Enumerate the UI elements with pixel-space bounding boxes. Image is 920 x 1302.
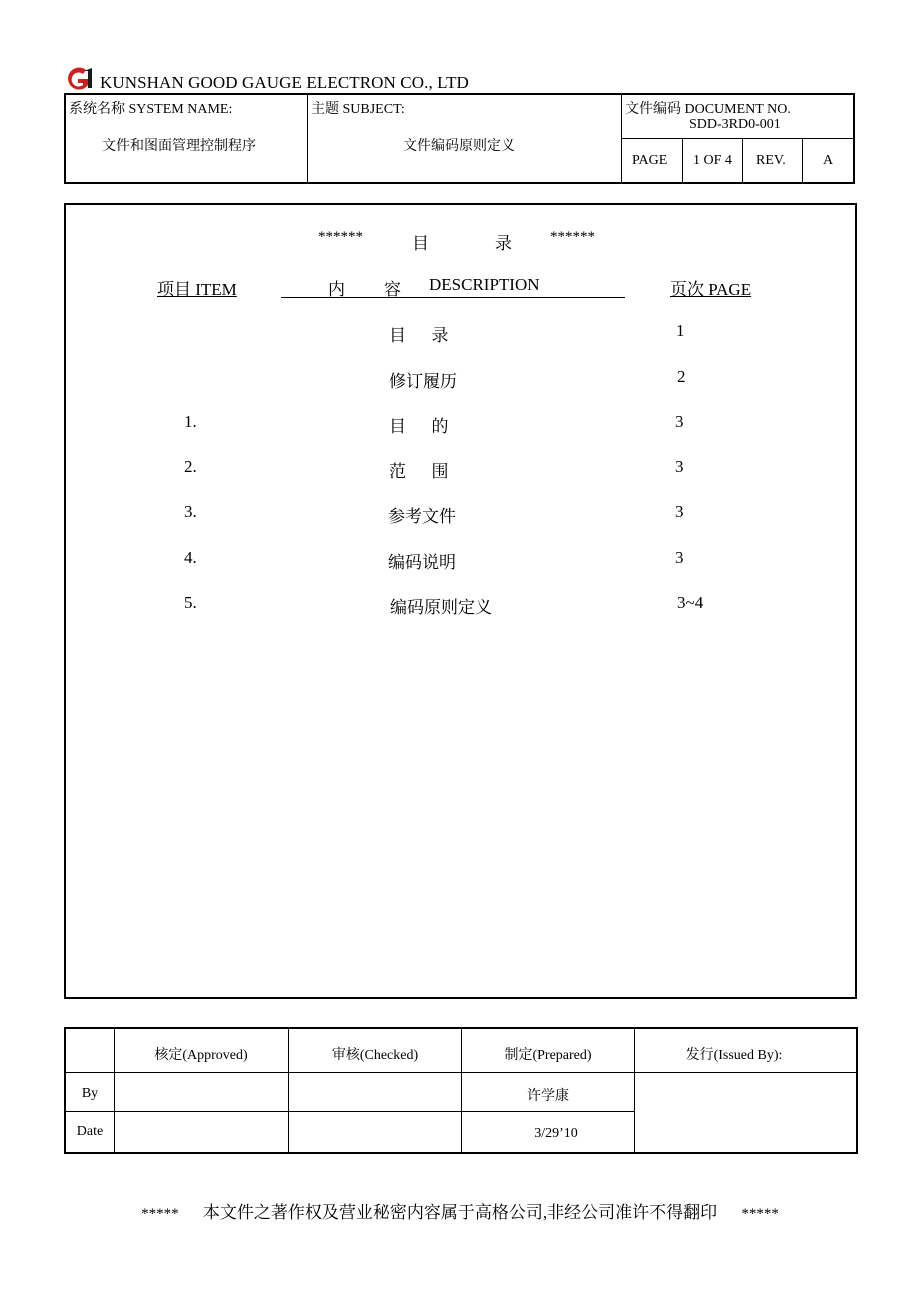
toc-row-page: 3~4 [677, 593, 704, 612]
toc-title-char-2: 录 [495, 234, 512, 253]
company-name: KUNSHAN GOOD GAUGE ELECTRON CO., LTD [100, 73, 469, 92]
by-label: By [81, 1086, 99, 1101]
toc-column-desc-char-2: 容 [384, 280, 401, 299]
document-header-table [64, 93, 855, 184]
toc-row-description: 目 的 [389, 417, 449, 436]
system-name-value: 文件和图面管理控制程序 [102, 139, 256, 154]
rev-value: A [823, 153, 834, 168]
toc-row-page: 2 [677, 367, 686, 386]
toc-row-description: 范 围 [389, 462, 449, 481]
table-of-contents [64, 203, 857, 999]
company-logo-icon [64, 66, 94, 92]
system-name-label: 系统名称 SYSTEM NAME: [69, 102, 233, 117]
toc-row-page: 3 [675, 457, 684, 476]
prepared-date: 3/29’10 [534, 1126, 578, 1141]
toc-row-item: 1. [184, 412, 197, 431]
page-value: 1 OF 4 [693, 153, 732, 168]
notice-text: 本文件之著作权及营业秘密内容属于高格公司,非经公司准许不得翻印 [202, 1203, 718, 1222]
subject-label: 主题 SUBJECT: [311, 102, 405, 117]
notice-stars-left: ***** [141, 1206, 179, 1222]
toc-title-char-1: 目 [412, 234, 429, 253]
toc-row-page: 3 [675, 548, 684, 567]
toc-column-page: 页次 PAGE [670, 280, 752, 299]
document-no-value: SDD-3RD0-001 [689, 117, 781, 132]
toc-title-stars-right: ****** [550, 229, 595, 245]
company-header [64, 66, 469, 92]
toc-row-item: 4. [184, 548, 197, 567]
copyright-notice [0, 1198, 920, 1223]
toc-row-description: 目 录 [389, 326, 449, 345]
approval-table [64, 1027, 858, 1154]
document-no-label: 文件编码 DOCUMENT NO. [625, 102, 791, 117]
toc-column-desc-char-1: 内 [328, 280, 345, 299]
toc-row-page: 3 [675, 502, 684, 521]
toc-row-description: 修订履历 [389, 372, 457, 391]
toc-row-description: 编码原则定义 [390, 598, 492, 617]
toc-row-item: 5. [184, 593, 197, 612]
toc-column-desc-text: DESCRIPTION [429, 275, 540, 294]
toc-row-description: 编码说明 [388, 553, 456, 572]
date-label: Date [76, 1124, 104, 1139]
checked-header: 审核(Checked) [331, 1048, 419, 1063]
subject-value: 文件编码原则定义 [403, 139, 515, 154]
rev-label: REV. [756, 153, 786, 168]
toc-row-page: 3 [675, 412, 684, 431]
prepared-header: 制定(Prepared) [504, 1048, 592, 1063]
toc-column-description [281, 275, 625, 298]
toc-row-page: 1 [676, 321, 685, 340]
page-label: PAGE [632, 153, 668, 168]
toc-column-item: 项目 ITEM [157, 280, 237, 299]
issued-by-header: 发行(Issued By): [685, 1048, 783, 1063]
approved-header: 核定(Approved) [154, 1048, 248, 1063]
toc-row-description: 参考文件 [388, 507, 456, 526]
toc-title-stars-left: ****** [318, 229, 363, 245]
notice-stars-right: ***** [741, 1206, 779, 1222]
prepared-by-name: 许学康 [527, 1089, 569, 1104]
toc-row-item: 2. [184, 457, 197, 476]
toc-row-item: 3. [184, 502, 197, 521]
